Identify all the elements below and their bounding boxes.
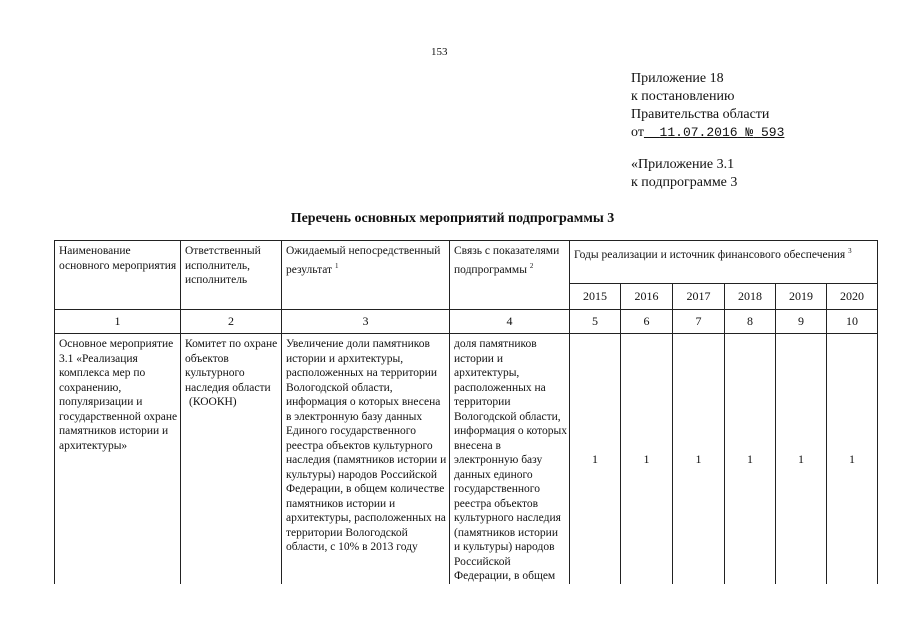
sub-appendix-line-1: «Приложение 3.1 — [631, 157, 735, 172]
column-number-cell: 9 — [776, 310, 827, 334]
header-result-text: Ожидаемый непосредственный результат — [286, 245, 441, 276]
appendix-line-1: Приложение 18 — [631, 71, 724, 86]
header-year-cell: 2018 — [725, 284, 776, 310]
executor-name: Комитет по охране объектов культурного наследия области — [185, 338, 278, 394]
year-value-cell: 1 — [621, 334, 673, 584]
header-year-cell: 2019 — [776, 284, 827, 310]
header-indicator-text: Связь с показателями подпрограммы — [454, 245, 560, 276]
column-number-cell: 10 — [827, 310, 878, 334]
header-executor: Ответственный исполнитель, исполнитель — [181, 241, 282, 310]
date-prefix: от — [631, 125, 644, 140]
sub-appendix-line-2: к подпрограмме 3 — [631, 175, 738, 190]
column-number-cell: 4 — [450, 310, 570, 334]
number-sign: № — [745, 125, 754, 140]
header-indicator — [450, 241, 570, 310]
year-value-cell: 1 — [776, 334, 827, 584]
column-number-cell: 2 — [181, 310, 282, 334]
appendix-date-line — [631, 124, 784, 142]
header-year-cell: 2020 — [827, 284, 878, 310]
executor-cell — [181, 334, 282, 584]
header-result-footnote: 1 — [334, 261, 339, 270]
executor-abbr: (КООКН) — [189, 396, 237, 408]
appendix-line-3: Правительства области — [631, 107, 770, 122]
header-year-cell: 2016 — [621, 284, 673, 310]
header-indicator-footnote: 2 — [529, 261, 534, 270]
column-number-cell: 6 — [621, 310, 673, 334]
appendix-block — [631, 70, 784, 142]
header-activity: Наименование основного мероприятия — [55, 241, 181, 310]
year-value-cell: 1 — [725, 334, 776, 584]
column-number-cell: 5 — [570, 310, 621, 334]
activity-cell: Основное мероприятие 3.1 «Реализация комплекса мер по сохранению, популяризации и государственной охране памятников истории и архитектуры» — [55, 334, 181, 584]
column-number-cell: 7 — [673, 310, 725, 334]
table-row — [55, 334, 878, 584]
header-year-cell: 2015 — [570, 284, 621, 310]
activities-table — [54, 240, 878, 584]
header-years-group-footnote: 3 — [848, 247, 852, 255]
indicator-cell: доля памятников истории и архитектуры, расположенных на территории Вологодской области, информация о которых внесена в электронную базу данных единого государственного реестра объектов культурного наследия (памятников истории и культуры) народов Российской Федерации, в общем — [450, 334, 570, 584]
column-number-cell: 1 — [55, 310, 181, 334]
appendix-line-2: к постановлению — [631, 89, 735, 104]
year-value-cell: 1 — [570, 334, 621, 584]
column-number-cell: 8 — [725, 310, 776, 334]
year-value-cell: 1 — [673, 334, 725, 584]
appendix-date: 11.07.2016 — [659, 125, 738, 140]
document-title: Перечень основных мероприятий подпрограммы 3 — [290, 211, 615, 226]
result-cell: Увеличение доли памятников истории и архитектуры, расположенных на территории Вологодской области, информация о которых внесена в электронную базу данных Единого государственного реестра объектов культурного наследия (памятников истории и культуры) народов Российской Федерации, в общем количестве памятников истории и архитектуры, расположенных на территории Вологодской области, с 10% в 2013 году — [282, 334, 450, 584]
header-years-group-text: Годы реализации и источник финансового обеспечения — [574, 249, 846, 261]
sub-appendix-block — [631, 156, 737, 192]
appendix-number: 593 — [761, 125, 785, 140]
column-number-cell: 3 — [282, 310, 450, 334]
header-year-cell: 2017 — [673, 284, 725, 310]
header-years-group — [570, 241, 878, 284]
year-value-cell: 1 — [827, 334, 878, 584]
header-result — [282, 241, 450, 310]
page-number: 153 — [431, 46, 448, 58]
